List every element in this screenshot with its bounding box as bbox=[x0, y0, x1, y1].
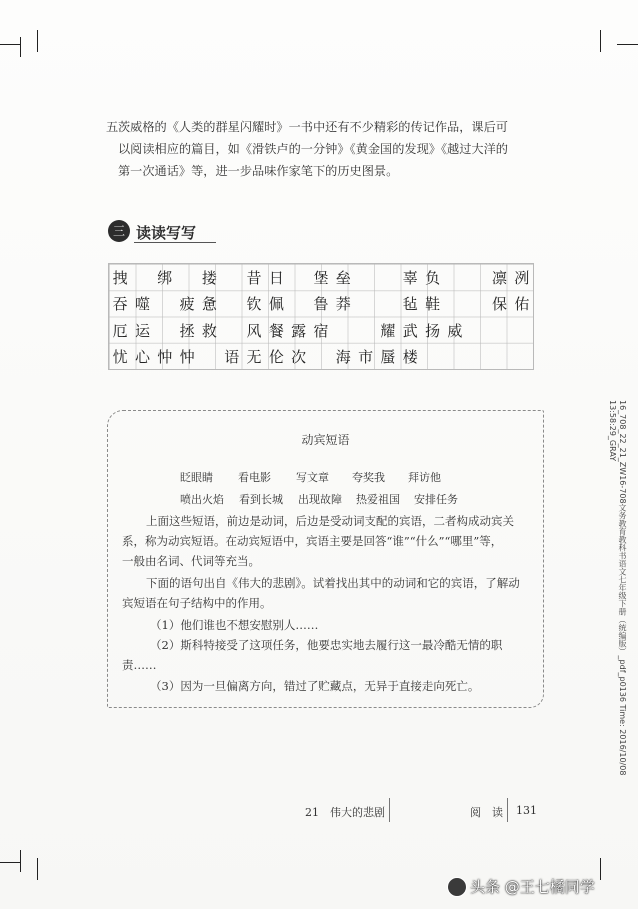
footer-section: 阅 读 bbox=[470, 806, 503, 819]
grid-character: 搂 bbox=[201, 269, 217, 287]
grid-character: 伦 bbox=[268, 347, 284, 366]
text-line: （2）斯科特接受了这项任务，他要忠实地去履行这一最冷酷无情的职 bbox=[150, 638, 503, 652]
grid-character: 风 bbox=[246, 321, 262, 340]
phrase: 出现故障 bbox=[298, 493, 342, 506]
example-3: （3）因为一旦偏离方向，错过了贮藏点，无异于直接走向死亡。 bbox=[150, 679, 480, 693]
grid-character: 餐 bbox=[268, 321, 284, 340]
crop-mark bbox=[0, 44, 20, 45]
grid-character: 昔 bbox=[246, 269, 262, 287]
grid-character: 耀 bbox=[380, 321, 396, 340]
grid-character: 吞 bbox=[112, 295, 128, 314]
grid-character: 厄 bbox=[112, 321, 128, 340]
grid-character: 忧 bbox=[112, 347, 128, 366]
grid-character: 莽 bbox=[335, 295, 351, 314]
section-text-line: 第一次通话》等，进一步品味作家笔下的历史图景。 bbox=[118, 164, 399, 178]
grid-character: 鞋 bbox=[425, 295, 441, 314]
grid-character: 日 bbox=[268, 269, 284, 287]
grid-character: 扬 bbox=[425, 321, 441, 340]
grid-character: 拯 bbox=[179, 321, 195, 340]
heading-number-badge: 三 bbox=[108, 220, 130, 242]
grid-character: 冽 bbox=[514, 269, 530, 287]
grid-character: 疲 bbox=[179, 295, 195, 314]
crop-mark bbox=[617, 44, 638, 45]
phrase: 喷出火焰 bbox=[180, 493, 224, 506]
crop-mark bbox=[600, 858, 601, 880]
crop-mark bbox=[20, 850, 21, 872]
grid-character: 运 bbox=[134, 321, 150, 340]
grid-character: 佑 bbox=[514, 295, 530, 314]
text-line: 责…… bbox=[122, 658, 157, 672]
text-line: 上面这些短语，前边是动词，后边是受动词支配的宾语，二者构成动宾关 bbox=[146, 514, 514, 528]
text-line: 下面的语句出自《伟大的悲剧》。试着找出其中的动词和它的宾语，了解动 bbox=[146, 576, 520, 590]
grid-character: 楼 bbox=[402, 347, 418, 366]
grid-character: 垒 bbox=[335, 269, 351, 287]
phrase: 眨眼睛 bbox=[180, 471, 213, 484]
task-paragraph bbox=[122, 573, 524, 613]
crop-mark bbox=[37, 858, 38, 880]
grid-character: 心 bbox=[134, 347, 150, 366]
grid-character: 威 bbox=[447, 321, 463, 340]
phrase: 夸奖我 bbox=[352, 471, 385, 484]
grid-character: 海 bbox=[335, 347, 351, 366]
footer-lesson: 21 伟大的悲剧 bbox=[305, 806, 385, 819]
grid-character: 毡 bbox=[402, 295, 418, 314]
grid-character: 绑 bbox=[157, 269, 173, 287]
footer-divider bbox=[507, 798, 508, 822]
grid-character: 辜 bbox=[402, 269, 418, 287]
grid-character: 凛 bbox=[492, 269, 508, 287]
grid-character: 宿 bbox=[313, 321, 329, 340]
phrase: 看电影 bbox=[238, 471, 271, 484]
grammar-box bbox=[107, 410, 544, 708]
grid-character: 负 bbox=[425, 269, 441, 287]
section-five bbox=[106, 116, 558, 182]
crop-mark bbox=[600, 30, 601, 52]
box-title: 动宾短语 bbox=[301, 433, 350, 447]
grid-character: 蜃 bbox=[380, 347, 396, 366]
grid-character: 拽 bbox=[112, 269, 128, 287]
phrase: 写文章 bbox=[296, 471, 329, 484]
footer-divider bbox=[389, 798, 390, 822]
watermark-logo-icon bbox=[447, 877, 467, 897]
section-heading bbox=[108, 220, 218, 244]
phrase: 安排任务 bbox=[414, 493, 458, 506]
grid-character: 保 bbox=[492, 295, 508, 314]
grid-character: 语 bbox=[224, 347, 240, 366]
vocabulary-grid bbox=[108, 263, 534, 370]
grid-character: 忡 bbox=[157, 347, 173, 366]
phrase: 看到长城 bbox=[239, 493, 283, 506]
grid-character: 无 bbox=[246, 347, 262, 366]
phrase: 热爱祖国 bbox=[356, 493, 400, 506]
text-line: 一般由名词、代词等充当。 bbox=[122, 554, 260, 568]
watermark: 头条 @王七橘同学 bbox=[470, 878, 595, 896]
grid-character: 惫 bbox=[201, 295, 217, 314]
grid-character: 堡 bbox=[313, 269, 329, 287]
crop-mark bbox=[20, 37, 21, 57]
grid-character: 忡 bbox=[179, 347, 195, 366]
print-info: 16_708_22_21_ZW16-708文务教育教科书语文七年级下册（统编版）_pdf_p0136 Time: 2016/10/08 13:58:29_GRAY bbox=[608, 400, 627, 776]
page-number: 131 bbox=[516, 804, 537, 817]
heading-title: 读读写写 bbox=[136, 224, 197, 242]
example-2 bbox=[122, 635, 524, 675]
grid-character: 武 bbox=[402, 321, 418, 340]
grid-character: 噬 bbox=[134, 295, 150, 314]
grid-character: 市 bbox=[358, 347, 374, 366]
section-text-line: 以阅读相应的篇目，如《滑铁卢的一分钟》《黄金国的发现》《越过大洋的 bbox=[118, 142, 508, 156]
section-number: 五 bbox=[106, 120, 119, 134]
heading-underline bbox=[134, 242, 216, 243]
section-text-line: 茨威格的《人类的群星闪耀时》一书中还有不少精彩的传记作品，课后可 bbox=[118, 120, 508, 134]
grid-character: 钦 bbox=[246, 295, 262, 314]
phrase: 拜访他 bbox=[408, 471, 441, 484]
text-line: 宾短语在句子结构中的作用。 bbox=[122, 596, 272, 610]
example-1: （1）他们谁也不想安慰别人…… bbox=[150, 618, 319, 632]
crop-mark bbox=[37, 30, 38, 52]
explanation-paragraph bbox=[122, 511, 524, 571]
grid-character: 救 bbox=[201, 321, 217, 340]
text-line: 系，称为动宾短语。在动宾短语中，宾语主要是回答“谁”“什么”“哪里”等， bbox=[122, 534, 503, 548]
grid-character: 次 bbox=[291, 347, 307, 366]
grid-character: 佩 bbox=[268, 295, 284, 314]
grid-character: 鲁 bbox=[313, 295, 329, 314]
grid-character: 露 bbox=[291, 321, 307, 340]
crop-mark bbox=[0, 862, 20, 863]
